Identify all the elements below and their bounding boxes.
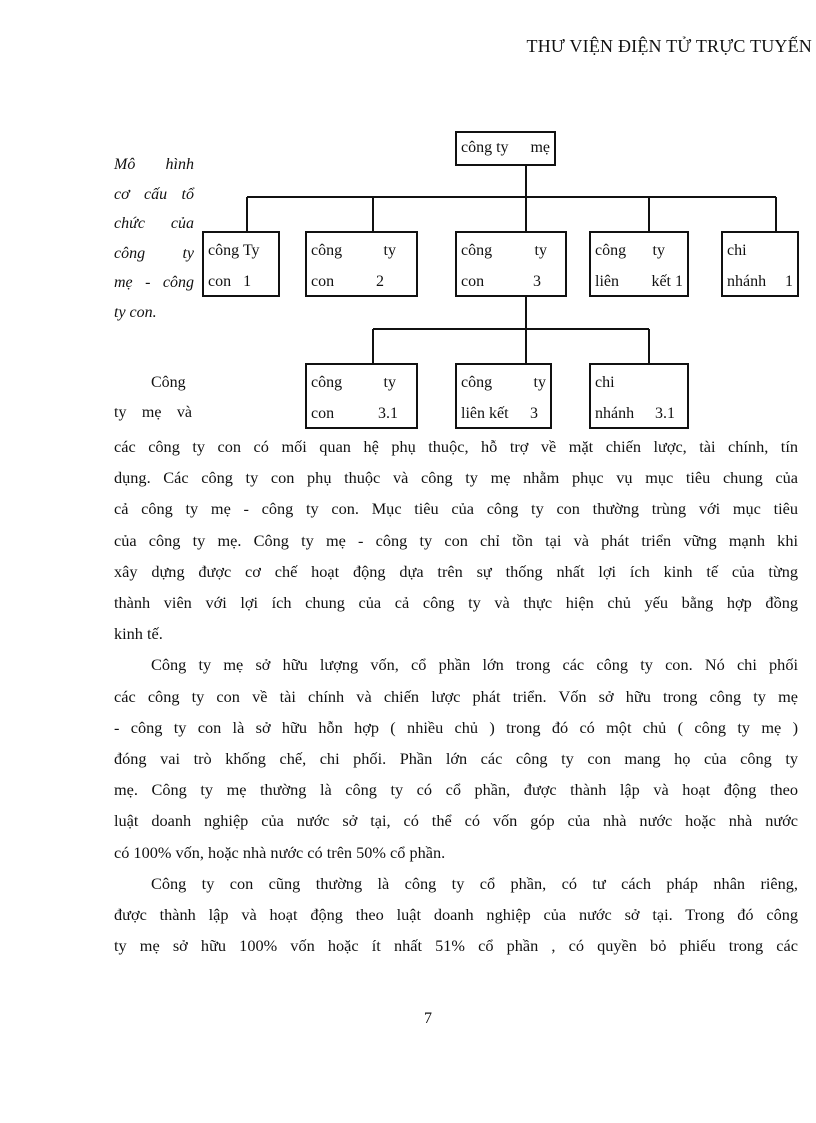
caption-word: của: [170, 215, 194, 232]
org-box-line: [311, 266, 412, 297]
org-box-text: con: [208, 273, 232, 290]
text-line: đóng vai trò khống chế, chi phối. Phần lớn các công ty con mang họ của công ty: [114, 749, 798, 769]
org-box-line: [311, 398, 412, 429]
org-box-line: [727, 235, 793, 266]
org-box-text: ty: [534, 242, 547, 259]
org-box-line: [461, 398, 546, 429]
org-box-text: công ty: [461, 139, 509, 156]
text-line: của công ty mẹ. Công ty mẹ - công ty con chỉ tồn tại và phát triển vững mạnh khi: [114, 530, 798, 550]
org-box-text: 1: [785, 273, 793, 290]
org-box-line: [461, 235, 561, 266]
org-box-text: chi: [595, 374, 615, 391]
org-box-chi-nhanh-3-1: [589, 363, 689, 429]
org-box-chi-nhanh-1: [721, 231, 799, 297]
org-box-text: con: [311, 405, 335, 422]
text-line: ty mẹ sở hữu 100% vốn hoặc ít nhất 51% cổ phần , có quyền bỏ phiếu trong các: [114, 936, 798, 956]
org-box-text: 2: [376, 273, 384, 290]
paragraph-1: [114, 431, 798, 649]
text-line: Công ty con cũng thường là công ty cổ phần, có tư cách pháp nhân riêng,: [151, 873, 798, 893]
caption-word: công: [114, 244, 146, 262]
wrapped-paragraph-start: [114, 368, 194, 428]
org-box-text: 1: [243, 273, 252, 290]
org-box-line: [461, 135, 550, 161]
org-box-text: con: [461, 273, 485, 290]
org-box-text: 3.1: [378, 405, 398, 422]
page-number: 7: [424, 1010, 432, 1027]
text-line: luật doanh nghiệp của nước sở tại, có thể có vốn góp của nhà nước hoặc nhà nước: [114, 811, 798, 831]
org-box-cong-ty-con-3: [455, 231, 567, 297]
org-box-line: [595, 235, 683, 266]
side-text-line: [114, 368, 194, 398]
org-box-text: 3.1: [655, 405, 675, 422]
text-line: thành viên với lợi ích chung của cả công ty và thực hiện chủ yếu bằng hợp đồng: [114, 593, 798, 613]
caption-word: chức: [114, 215, 145, 232]
org-box-text: ty: [533, 374, 546, 391]
caption-word: tổ: [181, 185, 194, 203]
org-box-line: [595, 398, 683, 429]
org-box-text: công: [311, 242, 343, 259]
org-box-line: [461, 266, 561, 297]
org-box-line: [727, 266, 793, 297]
text-line: - công ty con là sở hữu hỗn hợp ( nhiều chủ ) trong đó có một chủ ( công ty mẹ ): [114, 717, 798, 737]
org-box-text: ty: [652, 242, 665, 259]
org-box-text: nhánh: [727, 273, 767, 290]
text-line: Công ty mẹ sở hữu lượng vốn, cổ phần lớn trong các công ty con. Nó chi phối: [151, 655, 798, 675]
text-line: dụng. Các công ty con phụ thuộc và công ty mẹ nhằm phục vụ mục tiêu chung của: [114, 468, 798, 488]
side-text-word: mẹ: [141, 404, 162, 421]
caption-word: mẹ: [114, 274, 133, 291]
org-box-root: [455, 131, 556, 166]
side-text-word: Công: [151, 374, 186, 391]
text-line: cả công ty mẹ - công ty con. Mục tiêu của công ty con thường trùng với mục tiêu: [114, 499, 798, 519]
org-box-line: [595, 266, 683, 297]
caption-word: -: [145, 274, 151, 291]
text-line: các công ty con có mối quan hệ phụ thuộc, hỗ trợ về mặt chiến lược, tài chính, tín: [114, 437, 798, 456]
org-box-text: 3: [533, 273, 541, 290]
org-box-text: công: [595, 242, 627, 259]
org-box-line: [595, 367, 683, 398]
side-text-word: ty: [114, 404, 127, 421]
org-box-cong-ty-con-3-1: [305, 363, 418, 429]
text-line: được thành lập và hoạt động theo luật doanh nghiệp của nước sở tại. Trong đó công: [114, 905, 798, 925]
org-box-text: kết 1: [651, 273, 683, 290]
org-box-text: ty: [383, 242, 396, 259]
caption-word: cấu: [144, 185, 168, 203]
org-box-text: công: [311, 374, 343, 391]
org-box-text: chi: [727, 242, 747, 259]
caption-word: ty con.: [114, 303, 157, 321]
org-box-text: nhánh: [595, 405, 635, 422]
org-box-text: công: [461, 242, 493, 259]
caption-word: hình: [165, 156, 194, 173]
org-box-text: liên: [595, 273, 619, 290]
text-line: xây dựng được cơ chế hoạt động dựa trên sự thống nhất lợi ích kinh tế của từng: [114, 561, 798, 581]
org-box-text: công Ty: [208, 242, 260, 259]
org-box-cong-ty-lien-ket-3: [455, 363, 552, 429]
org-box-line: [311, 367, 412, 398]
text-line: các công ty con về tài chính và chiến lược phát triển. Vốn sở hữu trong công ty mẹ: [114, 686, 798, 706]
org-box-text: con: [311, 273, 335, 290]
org-box-line: [208, 235, 274, 266]
org-box-text: 3: [530, 405, 538, 422]
org-box-line: [311, 235, 412, 266]
org-box-text: liên kết: [461, 405, 509, 422]
caption-word: Mô: [114, 156, 136, 173]
paragraph-2: [114, 649, 798, 867]
text-line: kinh tế.: [114, 624, 163, 644]
org-box-cong-ty-con-2: [305, 231, 418, 297]
text-line: có 100% vốn, hoặc nhà nước có trên 50% cổ phần.: [114, 842, 446, 862]
paragraph-3: [114, 868, 798, 962]
org-box-text: mẹ: [530, 139, 550, 156]
caption-word: công: [162, 274, 194, 291]
caption-word: cơ: [114, 185, 130, 203]
body-text: [114, 431, 798, 961]
side-text-word: và: [176, 404, 192, 421]
caption-word: ty: [182, 244, 194, 262]
org-box-line: [208, 266, 274, 297]
org-box-cong-ty-con-1: [202, 231, 280, 297]
side-text-line: [114, 398, 194, 428]
org-box-text: công: [461, 374, 493, 391]
text-line: mẹ. Công ty mẹ thường là công ty có cổ phần, được thành lập và hoạt động theo: [114, 780, 798, 800]
org-box-cong-ty-lien-ket-1: [589, 231, 689, 297]
org-box-line: [461, 367, 546, 398]
org-box-text: ty: [383, 374, 396, 391]
header-title: THƯ VIỆN ĐIỆN TỬ TRỰC TUYẾN: [526, 36, 812, 56]
